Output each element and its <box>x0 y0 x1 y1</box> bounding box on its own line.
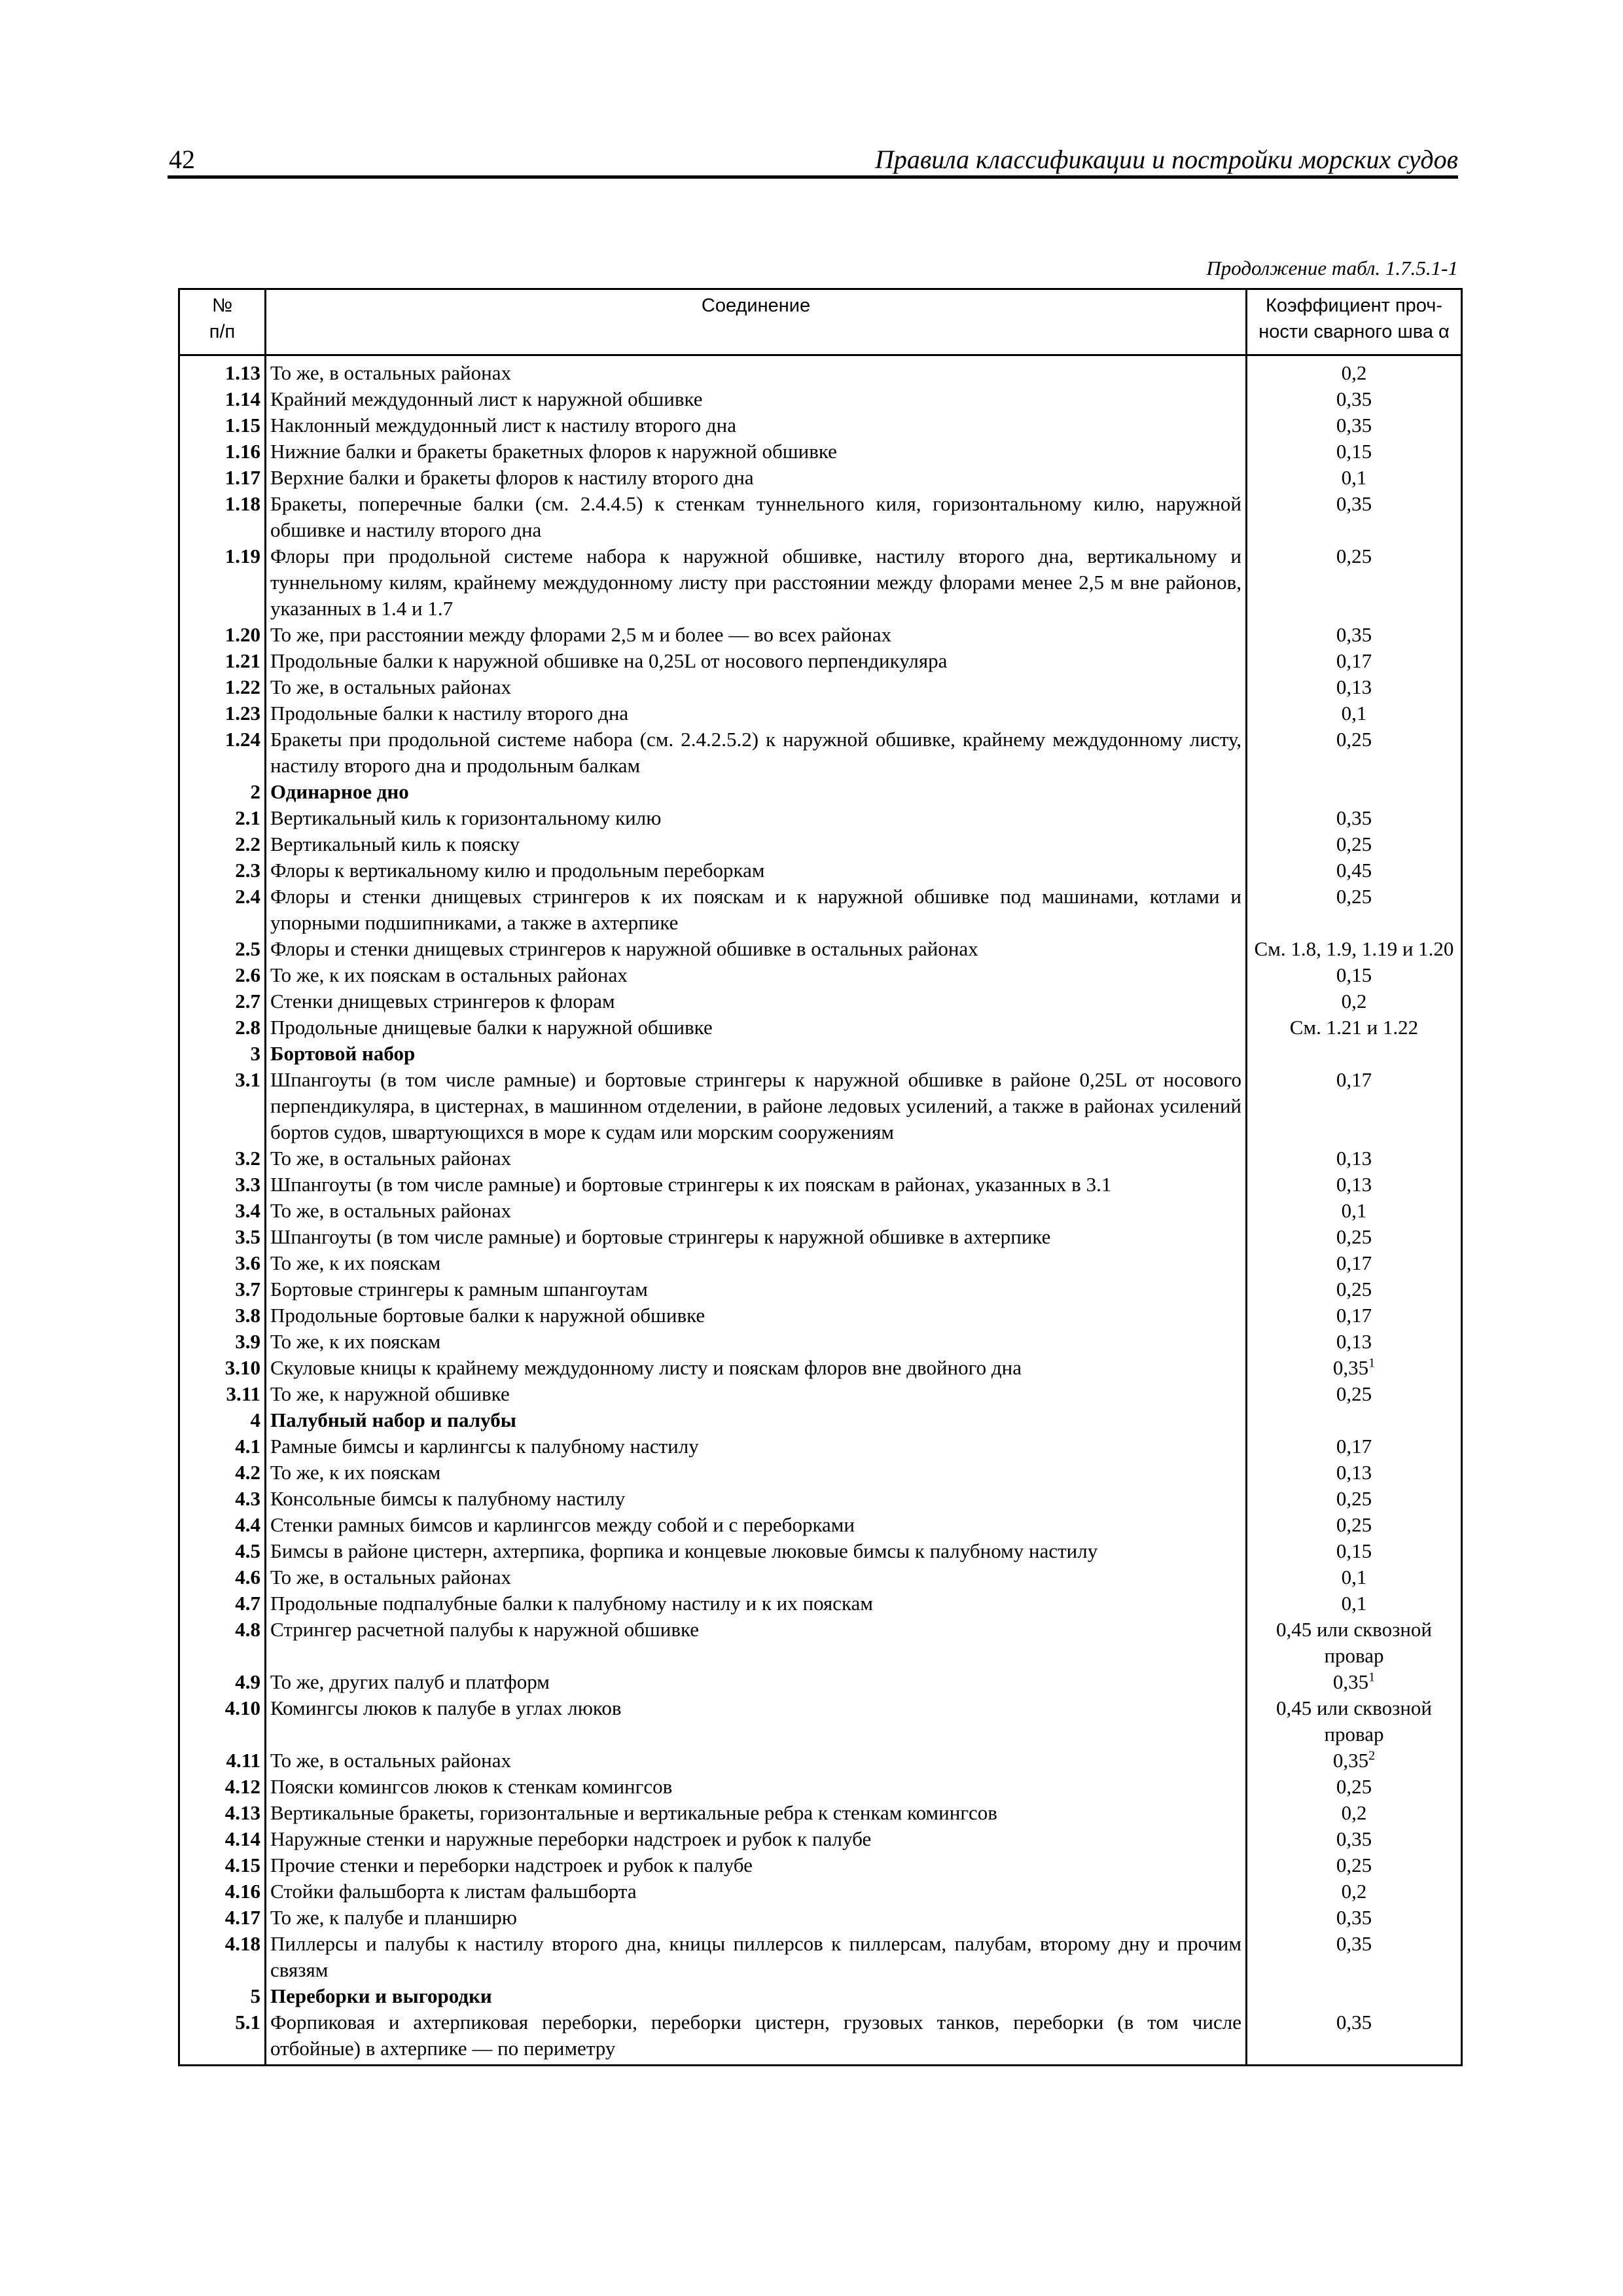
coefficient-value: 0,15 <box>1336 963 1372 986</box>
table-row <box>179 857 1462 884</box>
connection-text: Консольные бимсы к палубному настилу <box>266 1486 1247 1512</box>
connection-text: То же, в остальных районах <box>266 355 1247 387</box>
coefficient-value: 0,13 <box>1336 1330 1372 1353</box>
footnote-marker: 1 <box>1368 1355 1376 1371</box>
table-section-row <box>179 1983 1462 2009</box>
coefficient-cell <box>1247 1590 1462 1617</box>
row-number: 1.24 <box>179 726 266 779</box>
coefficient-cell <box>1247 1250 1462 1276</box>
row-number: 4.7 <box>179 1590 266 1617</box>
coefficient-cell <box>1247 1695 1462 1748</box>
connection-text: Наклонный междудонный лист к настилу второго дна <box>266 412 1247 439</box>
coefficient-cell <box>1247 1172 1462 1198</box>
coefficient-value: 0,2 <box>1341 361 1367 384</box>
row-number: 2.3 <box>179 857 266 884</box>
row-number: 5.1 <box>179 2009 266 2066</box>
coefficient-value: 0,25 <box>1336 1225 1372 1248</box>
column-header-connection <box>266 289 1247 355</box>
coefficient-cell <box>1247 674 1462 700</box>
table-row <box>179 988 1462 1014</box>
coefficient-value: 0,25 <box>1336 545 1372 567</box>
connection-text: Нижние балки и бракеты бракетных флоров к наружной обшивке <box>266 439 1247 465</box>
connection-text: То же, в остальных районах <box>266 1198 1247 1224</box>
connection-text: Пояски комингсов люков к стенкам комингсов <box>266 1774 1247 1800</box>
column-header-connection-label: Соединение <box>701 295 811 316</box>
row-number: 4.17 <box>179 1905 266 1931</box>
row-number: 2.1 <box>179 805 266 831</box>
connection-text: Флоры и стенки днищевых стрингеров к наружной обшивке в остальных районах <box>266 936 1247 962</box>
coefficient-cell <box>1247 355 1462 387</box>
row-number: 4.5 <box>179 1538 266 1564</box>
table-row <box>179 962 1462 988</box>
row-number: 2 <box>179 779 266 805</box>
row-number: 1.14 <box>179 386 266 412</box>
row-number: 4.4 <box>179 1512 266 1538</box>
coefficient-cell <box>1247 1067 1462 1145</box>
coefficient-cell <box>1247 1800 1462 1826</box>
coefficient-cell <box>1247 1276 1462 1302</box>
row-number: 2.4 <box>179 884 266 936</box>
coefficient-cell <box>1247 857 1462 884</box>
table-row <box>179 648 1462 674</box>
connection-text: Комингсы люков к палубе в углах люков <box>266 1695 1247 1748</box>
table-row <box>179 1198 1462 1224</box>
table-section-row <box>179 1041 1462 1067</box>
coefficient-value: 0,45 или сквозной провар <box>1275 1696 1433 1746</box>
coefficient-value: 0,17 <box>1336 1304 1372 1327</box>
row-number: 3.10 <box>179 1355 266 1381</box>
page-number: 42 <box>169 145 195 174</box>
coefficient-cell <box>1247 1460 1462 1486</box>
coefficient-value: 0,25 <box>1336 833 1372 855</box>
coefficient-cell <box>1247 1564 1462 1590</box>
coefficient-cell <box>1247 1983 1462 2009</box>
row-number: 3.5 <box>179 1224 266 1250</box>
coefficient-value: 0,1 <box>1341 1566 1367 1588</box>
row-number: 1.15 <box>179 412 266 439</box>
coefficient-cell <box>1247 1433 1462 1460</box>
coefficient-value: 0,35 <box>1336 387 1372 410</box>
coefficient-cell <box>1247 1041 1462 1067</box>
coefficient-value: 0,2 <box>1341 1801 1367 1824</box>
connection-text: Вертикальный киль к пояску <box>266 831 1247 857</box>
table-continuation-caption: Продолжение табл. 1.7.5.1-1 <box>1206 257 1458 279</box>
table-row <box>179 1014 1462 1041</box>
coefficient-value: 0,35 <box>1336 1827 1372 1850</box>
coefficient-cell <box>1247 884 1462 936</box>
table-row <box>179 1512 1462 1538</box>
connection-text: То же, в остальных районах <box>266 674 1247 700</box>
table-row <box>179 1433 1462 1460</box>
coefficient-value: 0,1 <box>1341 1199 1367 1222</box>
row-number: 4.6 <box>179 1564 266 1590</box>
connection-text: Стрингер расчетной палубы к наружной обшивке <box>266 1617 1247 1669</box>
coefficient-value: 0,25 <box>1336 1487 1372 1510</box>
coefficient-value: 0,1 <box>1341 702 1367 725</box>
coefficient-value: 0,15 <box>1336 440 1372 463</box>
coefficient-cell <box>1247 1486 1462 1512</box>
row-number: 3.6 <box>179 1250 266 1276</box>
coefficient-cell <box>1247 1355 1462 1381</box>
row-number: 1.23 <box>179 700 266 726</box>
table-row <box>179 936 1462 962</box>
coefficient-cell <box>1247 700 1462 726</box>
table-row <box>179 1878 1462 1905</box>
coefficient-value: 0,15 <box>1336 1539 1372 1562</box>
row-number: 1.22 <box>179 674 266 700</box>
row-number: 5 <box>179 1983 266 2009</box>
table-row <box>179 2009 1462 2066</box>
connection-text: Вертикальные бракеты, горизонтальные и вертикальные ребра к стенкам комингсов <box>266 1800 1247 1826</box>
table-row <box>179 465 1462 491</box>
table-row <box>179 1669 1462 1695</box>
connection-text: Продольные днищевые балки к наружной обшивке <box>266 1014 1247 1041</box>
row-number: 3.11 <box>179 1381 266 1407</box>
connection-text: Стенки рамных бимсов и карлингсов между собой и с переборками <box>266 1512 1247 1538</box>
table-row <box>179 1695 1462 1748</box>
column-header-number-line2: п/п <box>209 321 236 342</box>
coefficient-cell <box>1247 1538 1462 1564</box>
table-row <box>179 386 1462 412</box>
coefficient-cell <box>1247 1774 1462 1800</box>
coefficient-value: 0,45 <box>1336 859 1372 882</box>
connection-text: Бортовые стрингеры к рамным шпангоутам <box>266 1276 1247 1302</box>
row-number: 4.15 <box>179 1852 266 1878</box>
coefficient-value: 0,35 <box>1336 1932 1372 1955</box>
coefficient-cell <box>1247 1852 1462 1878</box>
coefficient-cell <box>1247 1931 1462 1983</box>
row-number: 4.16 <box>179 1878 266 1905</box>
table-row <box>179 1460 1462 1486</box>
row-number: 3.8 <box>179 1302 266 1329</box>
row-number: 3.4 <box>179 1198 266 1224</box>
row-number: 4.10 <box>179 1695 266 1748</box>
table-row <box>179 1617 1462 1669</box>
coefficient-value: 0,35 <box>1332 1749 1369 1772</box>
coefficient-value: 0,35 <box>1336 1906 1372 1929</box>
row-number: 2.6 <box>179 962 266 988</box>
table-row <box>179 1590 1462 1617</box>
table-row <box>179 1172 1462 1198</box>
row-number: 3 <box>179 1041 266 1067</box>
coefficient-value: 0,35 <box>1332 1670 1369 1693</box>
row-number: 4.12 <box>179 1774 266 1800</box>
coefficient-value: 0,25 <box>1336 1513 1372 1536</box>
header-rule <box>168 175 1458 179</box>
connection-text: Продольные балки к настилу второго дна <box>266 700 1247 726</box>
table-row <box>179 1355 1462 1381</box>
table-row <box>179 1774 1462 1800</box>
coefficient-value: 0,1 <box>1341 466 1367 489</box>
connection-text: То же, в остальных районах <box>266 1564 1247 1590</box>
coefficient-cell <box>1247 936 1462 962</box>
coefficient-cell <box>1247 1748 1462 1774</box>
coefficient-value: 0,25 <box>1336 728 1372 751</box>
row-number: 3.3 <box>179 1172 266 1198</box>
coefficient-cell <box>1247 726 1462 779</box>
coefficient-value: 0,2 <box>1341 990 1367 1013</box>
coefficient-cell <box>1247 543 1462 622</box>
coefficient-cell <box>1247 962 1462 988</box>
row-number: 2.8 <box>179 1014 266 1041</box>
connection-text: То же, в остальных районах <box>266 1748 1247 1774</box>
coefficient-value: 0,45 или сквозной провар <box>1275 1618 1433 1667</box>
coefficient-cell <box>1247 1329 1462 1355</box>
connection-text: Стойки фальшборта к листам фальшборта <box>266 1878 1247 1905</box>
connection-text: Наружные стенки и наружные переборки надстроек и рубок к палубе <box>266 1826 1247 1852</box>
table-row <box>179 439 1462 465</box>
coefficient-cell <box>1247 465 1462 491</box>
footnote-marker: 1 <box>1368 1670 1376 1685</box>
connection-text: Стенки днищевых стрингеров к флорам <box>266 988 1247 1014</box>
coefficient-value: 0,13 <box>1336 1147 1372 1170</box>
table-row <box>179 1486 1462 1512</box>
coefficient-cell <box>1247 1512 1462 1538</box>
row-number: 2.2 <box>179 831 266 857</box>
row-number: 4.11 <box>179 1748 266 1774</box>
connection-text: То же, к их пояскам <box>266 1460 1247 1486</box>
coefficient-value: 0,35 <box>1336 414 1372 437</box>
row-number: 4.14 <box>179 1826 266 1852</box>
table-row <box>179 622 1462 648</box>
column-header-number-line1: № <box>211 295 233 316</box>
row-number: 2.7 <box>179 988 266 1014</box>
coefficient-cell <box>1247 1826 1462 1852</box>
coefficient-value: 0,25 <box>1336 1854 1372 1876</box>
table-row <box>179 1329 1462 1355</box>
row-number: 1.20 <box>179 622 266 648</box>
row-number: 4.18 <box>179 1931 266 1983</box>
coefficient-value: 0,17 <box>1336 1435 1372 1458</box>
table-row <box>179 1826 1462 1852</box>
table-row <box>179 1250 1462 1276</box>
coefficient-value: 0,35 <box>1336 623 1372 646</box>
section-title: Бортовой набор <box>266 1041 1247 1067</box>
footnote-marker: 2 <box>1368 1748 1376 1763</box>
row-number: 4.1 <box>179 1433 266 1460</box>
connection-text: Шпангоуты (в том числе рамные) и бортовые стрингеры к их пояскам в районах, указанных в 3.1 <box>266 1172 1247 1198</box>
row-number: 1.17 <box>179 465 266 491</box>
table-section-row <box>179 1407 1462 1433</box>
table-row <box>179 831 1462 857</box>
connection-text: Флоры при продольной системе набора к наружной обшивке, настилу второго дна, вертикальному и туннельному килям, крайнему междудонному листу при расстоянии между флорами менее 2,5 м вне районов, указанных в 1.4 и 1.7 <box>266 543 1247 622</box>
row-number: 1.18 <box>179 491 266 543</box>
coefficient-value: 0,35 <box>1336 806 1372 829</box>
connection-text: То же, к их пояскам <box>266 1250 1247 1276</box>
connection-text: То же, к их пояскам <box>266 1329 1247 1355</box>
coefficient-cell <box>1247 1224 1462 1250</box>
table-row <box>179 1538 1462 1564</box>
connection-text: Бракеты при продольной системе набора (см. 2.4.2.5.2) к наружной обшивке, крайнему междудонному листу, настилу второго дна и продольным балкам <box>266 726 1247 779</box>
coefficient-cell <box>1247 622 1462 648</box>
section-title: Одинарное дно <box>266 779 1247 805</box>
coefficient-value: 0,35 <box>1336 492 1372 515</box>
connection-text: Флоры к вертикальному килю и продольным переборкам <box>266 857 1247 884</box>
coefficient-cell <box>1247 1302 1462 1329</box>
table-row <box>179 491 1462 543</box>
coefficient-cell <box>1247 648 1462 674</box>
column-header-coefficient-line1: Коэффициент проч- <box>1265 295 1443 316</box>
connection-text: Вертикальный киль к горизонтальному килю <box>266 805 1247 831</box>
coefficient-value: 0,25 <box>1336 1278 1372 1300</box>
connection-text: Продольные балки к наружной обшивке на 0,25L от носового перпендикуляра <box>266 648 1247 674</box>
connection-text: Прочие стенки и переборки надстроек и рубок к палубе <box>266 1852 1247 1878</box>
row-number: 1.16 <box>179 439 266 465</box>
coefficient-value: 0,17 <box>1336 1068 1372 1091</box>
coefficient-value: 0,2 <box>1341 1880 1367 1903</box>
row-number: 3.2 <box>179 1145 266 1172</box>
table-row <box>179 726 1462 779</box>
row-number: 4.13 <box>179 1800 266 1826</box>
connection-text: Рамные бимсы и карлингсы к палубному настилу <box>266 1433 1247 1460</box>
connection-text: То же, других палуб и платформ <box>266 1669 1247 1695</box>
table-row <box>179 543 1462 622</box>
coefficient-value: 0,1 <box>1341 1592 1367 1615</box>
table-row <box>179 884 1462 936</box>
coefficient-cell <box>1247 779 1462 805</box>
connection-text: То же, к их пояскам в остальных районах <box>266 962 1247 988</box>
coefficient-cell <box>1247 386 1462 412</box>
coefficient-value: 0,17 <box>1336 649 1372 672</box>
table-row <box>179 1381 1462 1407</box>
table-row <box>179 1748 1462 1774</box>
row-number: 4.2 <box>179 1460 266 1486</box>
row-number: 3.9 <box>179 1329 266 1355</box>
row-number: 1.13 <box>179 355 266 387</box>
coefficient-value: См. 1.8, 1.9, 1.19 и 1.20 <box>1254 937 1454 960</box>
table-row <box>179 674 1462 700</box>
connection-text: Пиллерсы и палубы к настилу второго дна, кницы пиллерсов к пиллерсам, палубам, второму дну и прочим связям <box>266 1931 1247 1983</box>
coefficient-cell <box>1247 1407 1462 1433</box>
coefficient-cell <box>1247 988 1462 1014</box>
row-number: 4 <box>179 1407 266 1433</box>
coefficient-cell <box>1247 1381 1462 1407</box>
coefficient-cell <box>1247 831 1462 857</box>
connection-text: Продольные подпалубные балки к палубному настилу и к их пояскам <box>266 1590 1247 1617</box>
coefficient-value: 0,25 <box>1336 1382 1372 1405</box>
table-row <box>179 355 1462 387</box>
column-header-number <box>179 289 266 355</box>
coefficient-cell <box>1247 1878 1462 1905</box>
connection-text: То же, к наружной обшивке <box>266 1381 1247 1407</box>
coefficient-cell <box>1247 1669 1462 1695</box>
row-number: 3.1 <box>179 1067 266 1145</box>
connection-text: То же, к палубе и планширю <box>266 1905 1247 1931</box>
coefficient-value: 0,25 <box>1336 1775 1372 1798</box>
column-header-coefficient-line2: ности сварного шва α <box>1258 321 1450 342</box>
coefficient-value: См. 1.21 и 1.22 <box>1289 1016 1419 1039</box>
coefficient-cell <box>1247 1905 1462 1931</box>
table-row <box>179 1224 1462 1250</box>
coefficient-cell <box>1247 491 1462 543</box>
connection-text: Бимсы в районе цистерн, ахтерпика, форпика и концевые люковые бимсы к палубному настилу <box>266 1538 1247 1564</box>
row-number: 4.8 <box>179 1617 266 1669</box>
coefficient-cell <box>1247 1617 1462 1669</box>
connection-text: Флоры и стенки днищевых стрингеров к их пояскам и к наружной обшивке под машинами, котлами и упорными подшипниками, а также в ахтерпике <box>266 884 1247 936</box>
connection-text: Крайний междудонный лист к наружной обшивке <box>266 386 1247 412</box>
coefficient-value: 0,25 <box>1336 885 1372 908</box>
connection-text: То же, в остальных районах <box>266 1145 1247 1172</box>
table-row <box>179 1905 1462 1931</box>
coefficient-value: 0,13 <box>1336 1173 1372 1196</box>
table-row <box>179 700 1462 726</box>
coefficient-cell <box>1247 439 1462 465</box>
row-number: 1.21 <box>179 648 266 674</box>
coefficient-value: 0,13 <box>1336 675 1372 698</box>
coefficient-value: 0,35 <box>1336 2011 1372 2034</box>
table-row <box>179 1067 1462 1145</box>
row-number: 4.3 <box>179 1486 266 1512</box>
table-row <box>179 805 1462 831</box>
coefficient-value: 0,17 <box>1336 1251 1372 1274</box>
coefficient-cell <box>1247 2009 1462 2066</box>
table-body <box>179 355 1462 2066</box>
connection-text: То же, при расстоянии между флорами 2,5 м и более — во всех районах <box>266 622 1247 648</box>
connection-text: Скуловые кницы к крайнему междудонному листу и пояскам флоров вне двойного дна <box>266 1355 1247 1381</box>
column-header-coefficient <box>1247 289 1462 355</box>
coefficient-cell <box>1247 805 1462 831</box>
row-number: 1.19 <box>179 543 266 622</box>
connection-text: Верхние балки и бракеты флоров к настилу второго дна <box>266 465 1247 491</box>
table-row <box>179 1852 1462 1878</box>
section-title: Палубный набор и палубы <box>266 1407 1247 1433</box>
coefficient-cell <box>1247 1198 1462 1224</box>
weld-strength-table <box>178 288 1463 2066</box>
table-row <box>179 1564 1462 1590</box>
row-number: 4.9 <box>179 1669 266 1695</box>
table-row <box>179 1145 1462 1172</box>
table-row <box>179 1931 1462 1983</box>
running-title: Правила классификации и постройки морских судов <box>874 145 1458 174</box>
row-number: 3.7 <box>179 1276 266 1302</box>
table-header-row <box>179 289 1462 355</box>
section-title: Переборки и выгородки <box>266 1983 1247 2009</box>
table-row <box>179 1800 1462 1826</box>
connection-text: Шпангоуты (в том числе рамные) и бортовые стрингеры к наружной обшивке в районе 0,25L от носового перпендикуляра, в цистернах, в машинном отделении, в районе ледовых усилений, а также в районах усилений бортов судов, швартующихся в море к судам или морским сооружениям <box>266 1067 1247 1145</box>
table-row <box>179 412 1462 439</box>
coefficient-cell <box>1247 1145 1462 1172</box>
connection-text: Продольные бортовые балки к наружной обшивке <box>266 1302 1247 1329</box>
table-section-row <box>179 779 1462 805</box>
connection-text: Бракеты, поперечные балки (см. 2.4.4.5) к стенкам туннельного киля, горизонтальному килю, наружной обшивке и настилу второго дна <box>266 491 1247 543</box>
connection-text: Форпиковая и ахтерпиковая переборки, переборки цистерн, грузовых танков, переборки (в том числе отбойные) в ахтерпике — по периметру <box>266 2009 1247 2066</box>
table-row <box>179 1276 1462 1302</box>
coefficient-value: 0,13 <box>1336 1461 1372 1484</box>
table-row <box>179 1302 1462 1329</box>
connection-text: Шпангоуты (в том числе рамные) и бортовые стрингеры к наружной обшивке в ахтерпике <box>266 1224 1247 1250</box>
coefficient-cell <box>1247 412 1462 439</box>
coefficient-value: 0,35 <box>1332 1356 1369 1379</box>
coefficient-cell <box>1247 1014 1462 1041</box>
row-number: 2.5 <box>179 936 266 962</box>
